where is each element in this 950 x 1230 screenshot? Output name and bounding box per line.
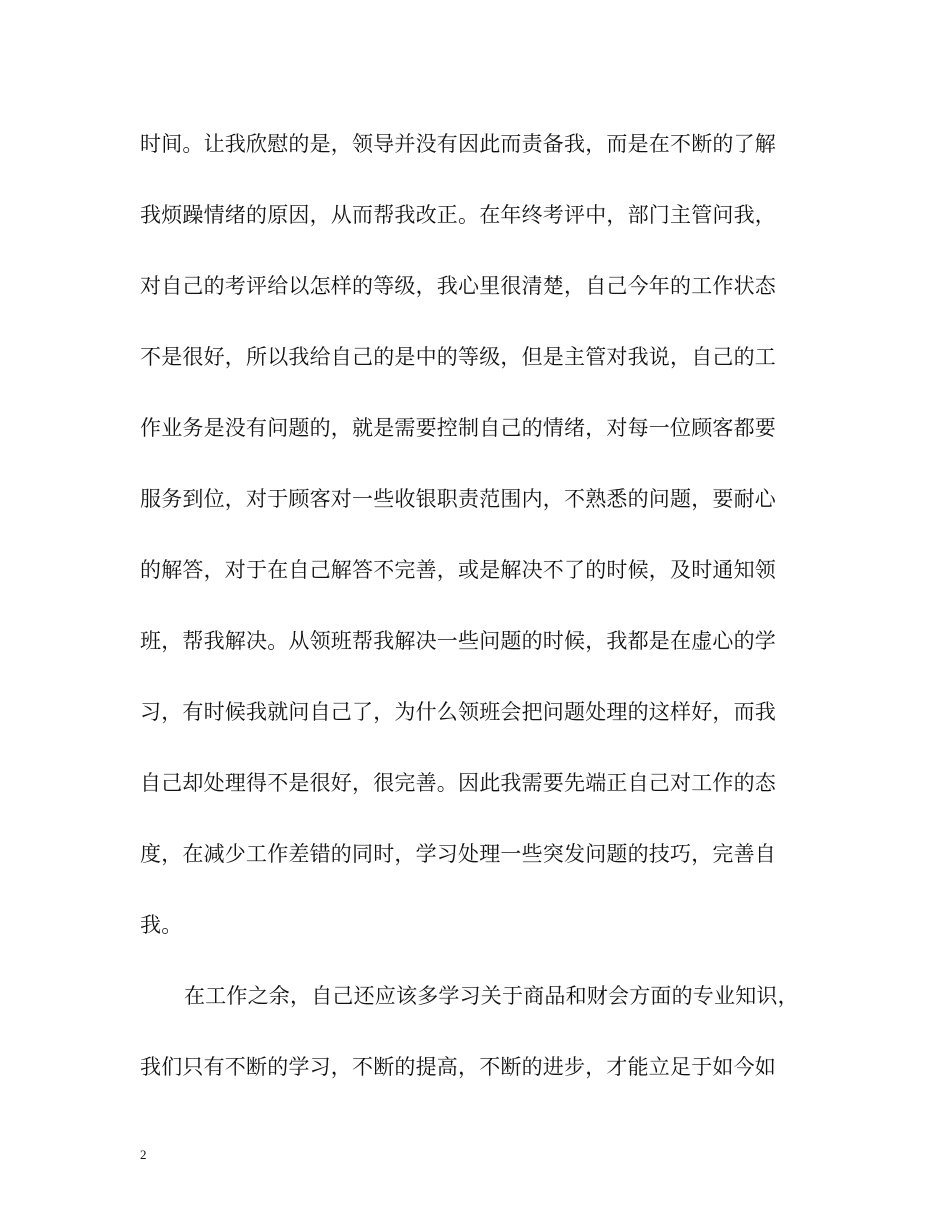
text-line-4: 不是很好，所以我给自己的是中的等级，但是主管对我说，自己的工 — [140, 345, 776, 369]
text-line-14: 我们只有不断的学习，不断的提高，不断的进步，才能立足于如今如 — [140, 1055, 776, 1079]
text-line-1: 时间。让我欣慰的是，领导并没有因此而责备我，而是在不断的了解 — [140, 132, 776, 156]
text-line-2: 我烦躁情绪的原因，从而帮我改正。在年终考评中，部门主管问我， — [140, 203, 776, 227]
page-number: 2 — [140, 1147, 147, 1162]
text-line-6: 服务到位，对于顾客对一些收银职责范围内，不熟悉的问题，要耐心 — [140, 487, 776, 511]
text-line-10: 自己却处理得不是很好，很完善。因此我需要先端正自己对工作的态 — [140, 771, 776, 795]
text-line-7: 的解答，对于在自己解答不完善，或是解决不了的时候，及时通知领 — [140, 558, 776, 582]
text-line-8: 班，帮我解决。从领班帮我解决一些问题的时候，我都是在虚心的学 — [140, 629, 776, 653]
text-line-13: 在工作之余，自己还应该多学习关于商品和财会方面的专业知识， — [184, 984, 799, 1008]
text-line-5: 作业务是没有问题的，就是需要控制自己的情绪，对每一位顾客都要 — [140, 416, 776, 440]
body-text — [140, 124, 820, 1118]
text-line-12: 我。 — [140, 913, 183, 937]
text-line-3: 对自己的考评给以怎样的等级，我心里很清楚，自己今年的工作状态 — [140, 274, 776, 298]
text-line-11: 度，在减少工作差错的同时，学习处理一些突发问题的技巧，完善自 — [140, 842, 776, 866]
text-line-9: 习，有时候我就问自己了，为什么领班会把问题处理的这样好，而我 — [140, 700, 776, 724]
